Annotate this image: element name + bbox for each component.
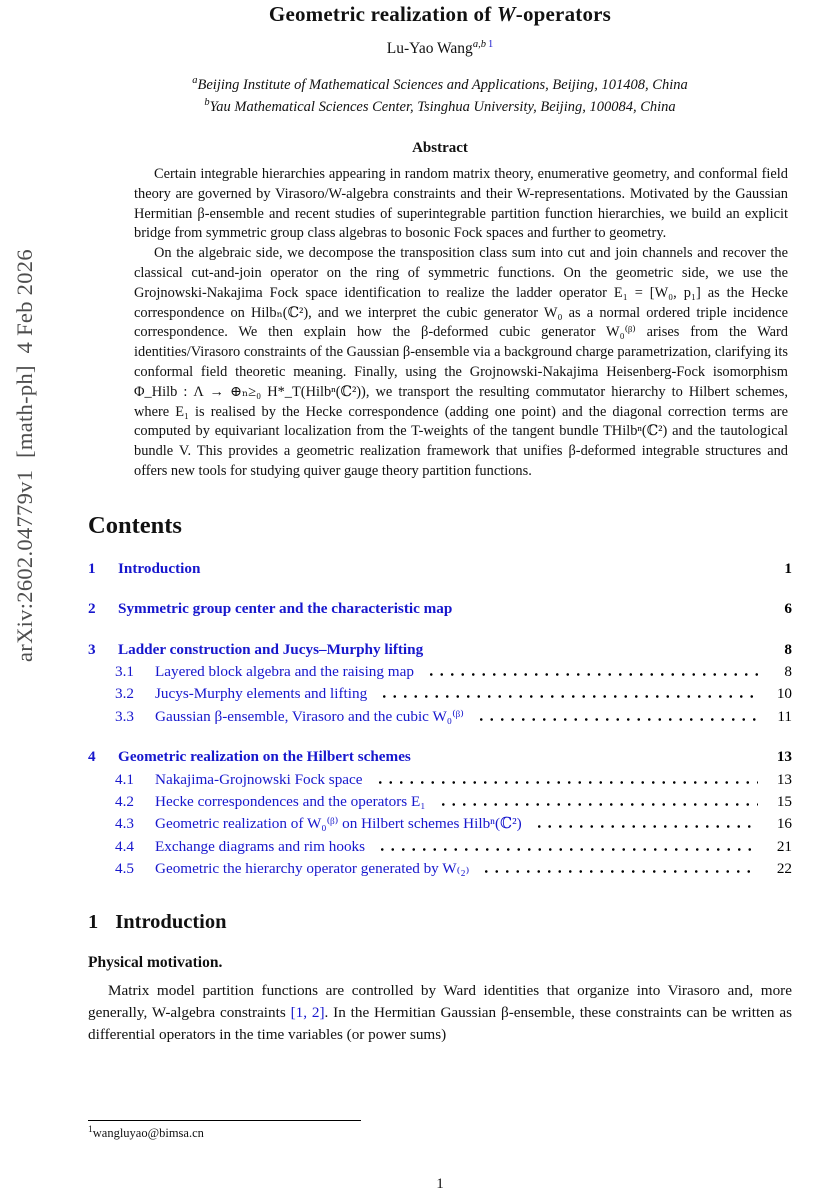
author-footnote-link[interactable]: 1 [487,38,494,50]
toc-page-number: 10 [776,685,792,703]
section-1-heading [88,911,792,934]
toc-entry-subsection-4-5[interactable] [115,858,792,880]
toc-dotted-leader [479,860,758,873]
footnote-area [88,1120,792,1141]
toc-dotted-leader [424,663,758,676]
toc-subsection-number: 3.2 [115,685,134,703]
toc-entry-subsection-4-2[interactable] [115,791,792,813]
abstract-heading: Abstract [412,140,468,156]
paper-content [88,2,792,1061]
toc-section-number: 4 [88,748,96,766]
footnote-text-line [88,1126,792,1141]
toc-section-number: 2 [88,600,96,618]
toc-page-number: 1 [784,559,792,577]
toc-page-number: 13 [776,748,792,766]
affiliation-b-mark: b [204,96,210,108]
toc-page-number: 11 [777,707,792,725]
intro-paragraph [88,980,792,1046]
toc-section-title: Geometric realization on the Hilbert schemes [118,748,411,766]
contents-heading: Contents [88,511,182,539]
toc-subsection-title: Exchange diagrams and rim hooks [155,837,366,855]
section-1-title: Introduction [115,910,227,933]
toc-subsection-number: 4.3 [115,815,134,833]
paper-title [88,2,792,27]
toc-dotted-leader [436,793,758,806]
toc-section-title: Symmetric group center and the characteristic map [118,600,453,618]
toc-subsection-title: Geometric realization of W₀⁽ᵝ⁾ on Hilbert schemes Hilbⁿ(ℂ²) [155,815,522,833]
toc-page-number: 16 [776,815,792,833]
toc-subsection-title: Jucys-Murphy elements and lifting [155,685,368,703]
author-affiliation-marks: a,b [472,38,486,50]
toc-entry-section-2[interactable] [88,598,792,620]
toc-dotted-leader [474,708,758,721]
toc-page-number: 21 [776,837,792,855]
footnote-rule [88,1120,361,1121]
toc-entry-section-1[interactable] [88,558,792,580]
toc-page-number: 22 [776,860,792,878]
abstract-paragraph-2: On the algebraic side, we decompose the transposition class sum into cut and join channels and recover the classical cut-and-join operator on the ring of symmetric functions. On the geometric side, we use the Grojnowski-Nakajima Fock space identification to realize the ladder operator E₁ = [W₀, p₁] as the Hecke correspondence on Hilbₙ(ℂ²), and we interpret the cubic generator W₀ as a normal ordered triple incidence correspondence. We then explain how the β-deformed cubic generator W₀⁽ᵝ⁾ arises from the Ward identities/Virasoro constraints of the Gaussian β-ensemble via a background charge parametrization, clarifying its conformal field theoretic meaning. Finally, using the Grojnowski-Nakajima Heisenberg-Fock isomorphism Φ_Hilb : Λ → ⊕ₙ≥₀ H*_T(Hilbⁿ(ℂ²)), we transport the resulting commutator hierarchy to Hilbert schemes, where E₁ is realised by the Hecke correspondence (adding one point) and the diagonal correction terms are computed by equivariant localization from the T-weights of the tangent bundle THilbⁿ(ℂ²) and the tautological bundle V. This provides a geometric realization framework that unifies β-deformed integrable structures and offers new tools for studying quiver gauge theory partition functions. [134,245,788,479]
citation-link[interactable]: [1, 2] [290,1003,325,1021]
toc-page-number: 6 [784,600,792,618]
toc-section-title: Ladder construction and Jucys–Murphy lifting [118,640,424,658]
arxiv-watermark: arXiv:2602.04779v1 [math-ph] 4 Feb 2026 [12,249,37,662]
footnote-mark: 1 [88,1124,93,1135]
footnote-email: wangluyao@bimsa.cn [92,1126,204,1140]
toc-dotted-leader [375,838,758,851]
title-text-prefix: Geometric realization of [268,2,497,26]
toc-entry-subsection-3-2[interactable] [115,683,792,705]
intro-text-after-citation: . In the Hermitian Gaussian β-ensemble, these constraints can be written as differential operators in the time variables (or power sums) [88,1003,792,1043]
title-text-suffix: -operators [515,2,612,26]
affiliation-a [88,75,792,97]
toc-subsection-number: 4.1 [115,770,134,788]
toc-subsection-title: Layered block algebra and the raising map [155,662,414,680]
toc-page-number: 13 [776,770,792,788]
toc-entry-subsection-4-3[interactable] [115,813,792,835]
toc-subsection-title: Nakajima-Grojnowski Fock space [155,770,363,788]
toc-subsection-title: Hecke correspondences and the operators E₁ [155,793,426,810]
toc-entry-subsection-4-1[interactable] [115,769,792,791]
author-name: Lu-Yao Wang [386,40,473,57]
affiliation-b [88,97,792,119]
toc-entry-subsection-3-1[interactable] [115,661,792,683]
affiliation-a-mark: a [192,75,198,87]
paragraph-heading-physical-motivation: Physical motivation. [88,953,223,971]
toc-page-number: 8 [784,640,792,658]
affiliation-a-text: Beijing Institute of Mathematical Sciences and Applications, Beijing, 101408, China [197,77,688,93]
toc-section-number: 3 [88,640,96,658]
toc-page-number: 15 [776,793,792,810]
toc-entry-subsection-3-3[interactable] [115,706,792,728]
toc-dotted-leader [377,685,758,698]
toc-subsection-title: Gaussian β-ensemble, Virasoro and the cubic W₀⁽ᵝ⁾ [155,707,464,725]
toc-subsection-number: 4.4 [115,837,134,855]
toc-page-number: 8 [784,662,792,680]
toc-subsection-number: 4.2 [115,793,134,810]
toc-dotted-leader [373,771,758,784]
affiliation-b-text: Yau Mathematical Sciences Center, Tsinghua University, Beijing, 100084, China [209,98,676,115]
toc-entry-section-3[interactable] [88,639,792,661]
abstract-paragraph-1: Certain integrable hierarchies appearing in random matrix theory, enumerative geometry, and conformal field theory are governed by Virasoro/W-algebra constraints and their W-representations. Motivated by the Gaussian Hermitian β-ensemble and recent studies of superintegrable partition function hierarchies, we build an explicit bridge from symmetric group class algebras to bosonic Fock spaces and further to geometry. [134,166,788,242]
toc-subsection-title: Geometric the hierarchy operator generated by W₍₂₎ [155,860,470,878]
toc-subsection-number: 4.5 [115,860,134,878]
toc-section-number: 1 [88,559,96,577]
toc-subsection-number: 3.3 [115,707,134,725]
table-of-contents [88,558,792,881]
toc-entry-section-4[interactable] [88,746,792,768]
affiliations [88,75,792,118]
toc-entry-subsection-4-4[interactable] [115,836,792,858]
page-number: 1 [436,1176,444,1192]
toc-dotted-leader [532,815,758,828]
title-math-symbol: W [496,2,516,26]
toc-section-title: Introduction [118,559,201,577]
toc-subsection-number: 3.1 [115,662,134,680]
section-1-number: 1 [88,910,99,933]
author-line [88,40,792,58]
intro-text-before-citation: Matrix model partition functions are controlled by Ward identities that organize into Virasoro and, more generally, W-algebra constraints [88,981,792,1021]
abstract-body [134,165,788,482]
